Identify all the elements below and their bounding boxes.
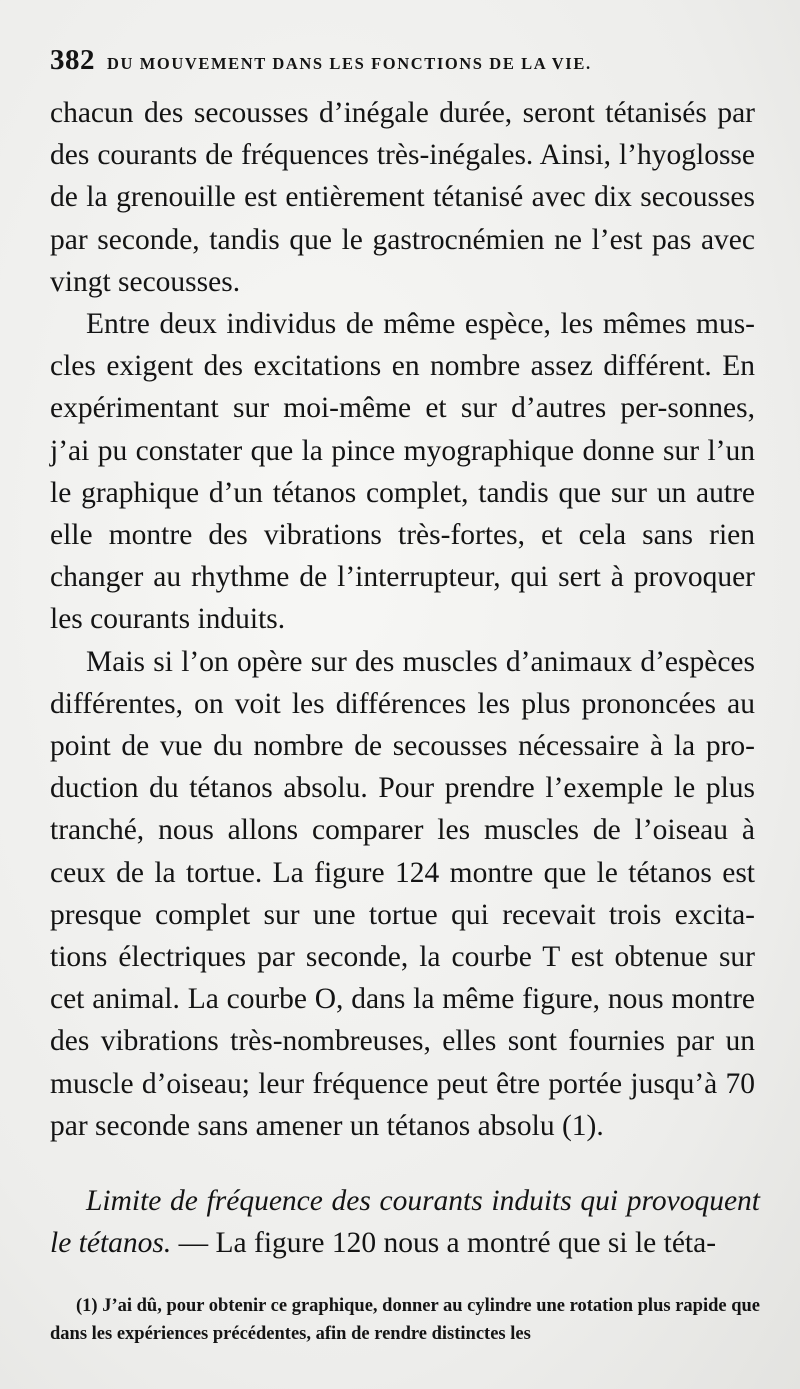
section-heading: Limite de fréquence des courants induits qui provoquent le tétanos. bbox=[50, 1185, 760, 1260]
body-text bbox=[50, 92, 755, 1147]
section-text: — La figure 120 nous a montré que si le téta- bbox=[171, 1227, 717, 1260]
page-number: 382 bbox=[50, 44, 95, 76]
paragraph-1: chacun des secousses d’inégale durée, seront tétanisés par des courants de fréquences très-inégales. Ainsi, l’hyoglosse de la grenouille est entièrement tétanisé avec dix secousses par seconde, tandis que le gastrocnémien ne l’est pas avec vingt secousses. bbox=[50, 97, 755, 298]
section-paragraph bbox=[50, 1180, 760, 1264]
paragraph-3: Mais si l’on opère sur des muscles d’animaux d’espèces différentes, on voit les différences les plus prononcées au point de vue du nombre de secousses nécessaire à la pro-duction du tétanos absolu. Pour prendre l’exemple le plus tranché, nous allons comparer les muscles de l’oiseau à ceux de la tortue. La figure 124 montre que le tétanos est presque complet sur une tortue qui recevait trois excita-tions électriques par seconde, la courbe T est obtenue sur cet animal. La courbe O, dans la même figure, nous montre des vibrations très-nombreuses, elles sont fournies par un muscle d’oiseau; leur fréquence peut être portée jusqu’à 70 par seconde sans amener un tétanos absolu (1). bbox=[50, 645, 755, 1142]
running-title: DU MOUVEMENT DANS LES FONCTIONS DE LA VIE. bbox=[107, 54, 592, 73]
footnote: (1) J’ai dû, pour obtenir ce graphique, donner au cylindre une rotation plus rapide que dans les expériences précédentes, afin de rendre distinctes les bbox=[50, 1296, 760, 1344]
paragraph-2: Entre deux individus de même espèce, les mêmes mus-cles exigent des excitations en nombre assez différent. En expérimentant sur moi-même et sur d’autres per-sonnes, j’ai pu constater que la pince myographique donne sur l’un le graphique d’un tétanos complet, tandis que sur un autre elle montre des vibrations très-fortes, et cela sans rien changer au rhythme de l’interrupteur, qui sert à provoquer les courants induits. bbox=[50, 308, 755, 636]
running-head bbox=[50, 44, 750, 80]
